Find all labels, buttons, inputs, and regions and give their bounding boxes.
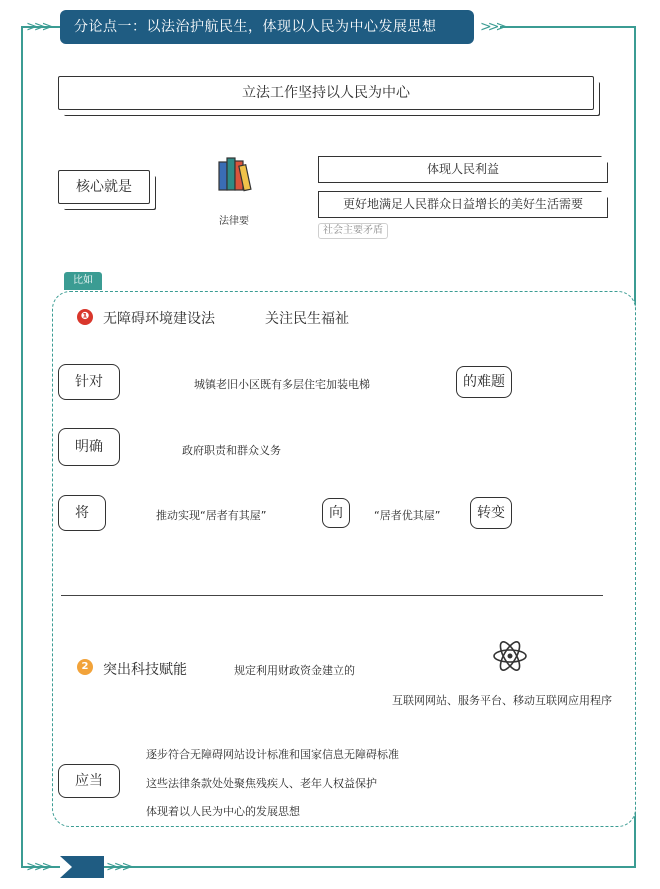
number-badge-1: ❶ <box>77 309 93 325</box>
divider <box>61 595 603 596</box>
page-title: 分论点一：以法治护航民生，体现以人民为中心发展思想 <box>60 10 474 44</box>
contradiction-tag: 社会主要矛盾 <box>318 223 388 239</box>
chevrons-icon: >>> <box>480 19 504 35</box>
note-interest: 体现人民利益 <box>318 156 608 183</box>
label-toward: 向 <box>322 498 350 528</box>
corner-tab <box>60 856 104 878</box>
label-clarify: 明确 <box>58 428 120 466</box>
section2-item-3: 体现着以人民为中心的发展思想 <box>146 805 300 818</box>
section2-item-1: 逐步符合无障碍网站设计标准和国家信息无障碍标准 <box>146 748 399 761</box>
section2-desc: 规定利用财政资金建立的 <box>234 664 355 677</box>
label-target: 针对 <box>58 364 120 400</box>
chevrons-icon: >>> <box>26 19 50 35</box>
chevrons-icon: >>> <box>106 859 130 875</box>
suffix-problem: 的难题 <box>456 366 512 398</box>
row-target-text: 城镇老旧小区既有多层住宅加装电梯 <box>194 378 370 391</box>
books-icon <box>217 156 257 192</box>
core-label-box: 核心就是 <box>58 170 150 204</box>
section2-item-2: 这些法律条款处处聚焦残疾人、老年人权益保护 <box>146 777 377 790</box>
frame-top-right <box>500 26 636 28</box>
note-needs: 更好地满足人民群众日益增长的美好生活需要 <box>318 191 608 218</box>
chevrons-icon: >>> <box>26 859 50 875</box>
frame-bottom <box>104 866 636 868</box>
label-will: 将 <box>58 495 106 531</box>
example-tag: 比如 <box>64 272 102 290</box>
number-badge-2: 2 <box>77 659 93 675</box>
frame-left <box>21 26 23 868</box>
section2-target: 互联网网站、服务平台、移动互联网应用程序 <box>392 694 612 707</box>
section2-title: 突出科技赋能 <box>103 662 187 678</box>
label-should: 应当 <box>58 764 120 798</box>
section1-title: 无障碍环境建设法 <box>103 311 215 327</box>
row-clarify-text: 政府职责和群众义务 <box>182 444 281 457</box>
row-will-text2: “居者优其屋” <box>374 509 441 522</box>
suffix-transform: 转变 <box>470 497 512 529</box>
section1-subtitle: 关注民生福祉 <box>265 311 349 327</box>
books-label: 法律要 <box>219 216 249 227</box>
headline-box: 立法工作坚持以人民为中心 <box>58 76 594 110</box>
row-will-text: 推动实现“居者有其屋” <box>156 509 267 522</box>
atom-icon <box>492 638 528 674</box>
